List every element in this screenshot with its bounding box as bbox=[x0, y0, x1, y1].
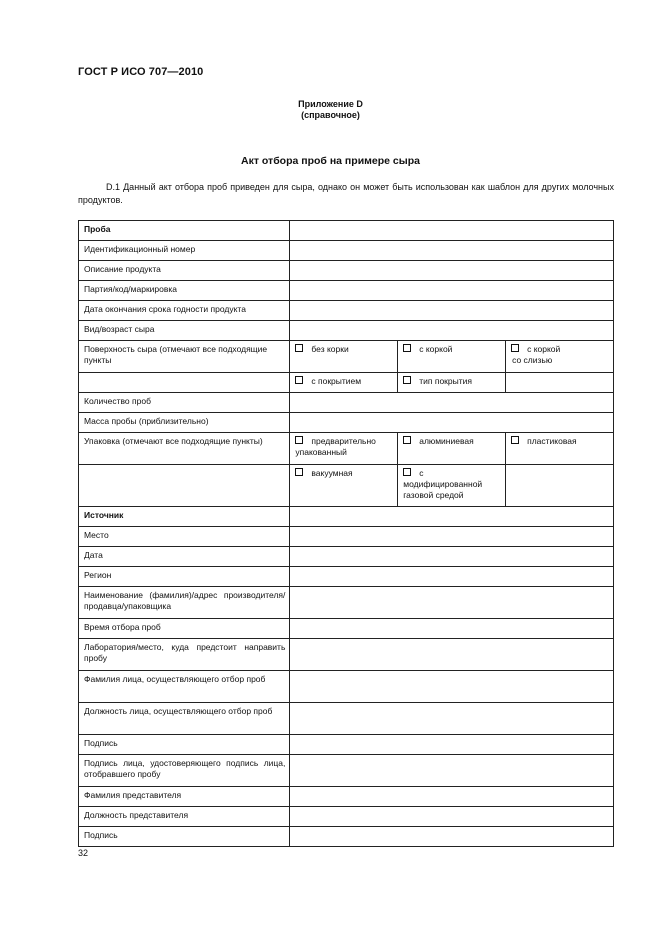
source-section-header: Источник bbox=[79, 507, 290, 527]
option-label: с покрытием bbox=[311, 376, 362, 386]
document-header: ГОСТ Р ИСО 707—2010 bbox=[78, 66, 204, 78]
packaging-label-continued bbox=[79, 465, 290, 507]
region-label: Регион bbox=[79, 567, 290, 587]
sample-mass-label: Масса пробы (приблизительно) bbox=[79, 413, 290, 433]
checkbox-icon[interactable] bbox=[295, 344, 303, 352]
table-row bbox=[79, 301, 614, 321]
cheese-type-label: Вид/возраст сыра bbox=[79, 321, 290, 341]
packaging-option-modified-atmosphere[interactable] bbox=[398, 465, 506, 507]
sampling-form-table bbox=[78, 220, 614, 847]
option-label: без корки bbox=[311, 344, 349, 354]
sample-count-label: Количество проб bbox=[79, 393, 290, 413]
packaging-empty-cell bbox=[506, 465, 614, 507]
table-row bbox=[79, 393, 614, 413]
table-row bbox=[79, 341, 614, 373]
sampler-position-label: Должность лица, осуществляющего отбор проб bbox=[79, 703, 290, 735]
checkbox-icon[interactable] bbox=[403, 468, 411, 476]
option-label: предварительно упакованный bbox=[295, 436, 376, 457]
product-description-field[interactable] bbox=[290, 261, 614, 281]
lab-label: Лаборатория/место, куда предстоит направить пробу bbox=[79, 639, 290, 671]
lab-field[interactable] bbox=[290, 639, 614, 671]
id-number-field[interactable] bbox=[290, 241, 614, 261]
source-section-value[interactable] bbox=[290, 507, 614, 527]
place-field[interactable] bbox=[290, 527, 614, 547]
option-label: с модифицированной газовой средой bbox=[403, 468, 483, 500]
sampling-time-field[interactable] bbox=[290, 619, 614, 639]
act-title: Акт отбора проб на примере сыра bbox=[241, 155, 420, 167]
sample-section-header: Проба bbox=[79, 221, 290, 241]
table-row bbox=[79, 671, 614, 703]
rep-name-label: Фамилия представителя bbox=[79, 787, 290, 807]
rep-signature-label: Подпись bbox=[79, 827, 290, 847]
table-row bbox=[79, 567, 614, 587]
surface-option-no-rind[interactable] bbox=[290, 341, 398, 373]
table-row bbox=[79, 755, 614, 787]
batch-field[interactable] bbox=[290, 281, 614, 301]
option-label: тип покрытия bbox=[419, 376, 472, 386]
table-row bbox=[79, 619, 614, 639]
batch-label: Партия/код/маркировка bbox=[79, 281, 290, 301]
sampler-name-field[interactable] bbox=[290, 671, 614, 703]
checkbox-icon[interactable] bbox=[403, 344, 411, 352]
rep-name-field[interactable] bbox=[290, 787, 614, 807]
sample-mass-field[interactable] bbox=[290, 413, 614, 433]
id-number-label: Идентификационный номер bbox=[79, 241, 290, 261]
table-row bbox=[79, 735, 614, 755]
table-row bbox=[79, 807, 614, 827]
sampler-name-label: Фамилия лица, осуществляющего отбор проб bbox=[79, 671, 290, 703]
checkbox-icon[interactable] bbox=[295, 376, 303, 384]
surface-label: Поверхность сыра (отмечают все подходящие пункты bbox=[79, 341, 290, 373]
table-row bbox=[79, 507, 614, 527]
expiry-date-label: Дата окончания срока годности продукта bbox=[79, 301, 290, 321]
table-row bbox=[79, 241, 614, 261]
surface-option-rind-slime[interactable] bbox=[506, 341, 614, 373]
sampler-position-field[interactable] bbox=[290, 703, 614, 735]
option-label: пластиковая bbox=[527, 436, 577, 446]
checkbox-icon[interactable] bbox=[511, 436, 519, 444]
table-row bbox=[79, 281, 614, 301]
checkbox-icon[interactable] bbox=[295, 436, 303, 444]
table-row bbox=[79, 547, 614, 567]
surface-option-coating-type[interactable] bbox=[398, 373, 506, 393]
table-row bbox=[79, 639, 614, 671]
product-description-label: Описание продукта bbox=[79, 261, 290, 281]
table-row bbox=[79, 587, 614, 619]
place-label: Место bbox=[79, 527, 290, 547]
table-row bbox=[79, 827, 614, 847]
expiry-date-field[interactable] bbox=[290, 301, 614, 321]
table-row bbox=[79, 373, 614, 393]
checkbox-icon[interactable] bbox=[295, 468, 303, 476]
rep-position-field[interactable] bbox=[290, 807, 614, 827]
table-row bbox=[79, 261, 614, 281]
rep-position-label: Должность представителя bbox=[79, 807, 290, 827]
checkbox-icon[interactable] bbox=[511, 344, 519, 352]
table-row bbox=[79, 433, 614, 465]
producer-field[interactable] bbox=[290, 587, 614, 619]
signature-label: Подпись bbox=[79, 735, 290, 755]
checkbox-icon[interactable] bbox=[403, 436, 411, 444]
option-label: с коркой bbox=[527, 344, 561, 354]
annex-subtitle: (справочное) bbox=[301, 110, 360, 120]
option-label: со слизью bbox=[512, 355, 553, 365]
surface-option-rind[interactable] bbox=[398, 341, 506, 373]
region-field[interactable] bbox=[290, 567, 614, 587]
page-number: 32 bbox=[78, 848, 89, 858]
table-row bbox=[79, 465, 614, 507]
surface-empty-cell bbox=[506, 373, 614, 393]
packaging-option-prepacked[interactable] bbox=[290, 433, 398, 465]
table-row bbox=[79, 221, 614, 241]
packaging-option-plastic[interactable] bbox=[506, 433, 614, 465]
table-row bbox=[79, 527, 614, 547]
table-row bbox=[79, 413, 614, 433]
surface-option-coated[interactable] bbox=[290, 373, 398, 393]
annex-title: Приложение D bbox=[298, 99, 363, 109]
packaging-option-vacuum[interactable] bbox=[290, 465, 398, 507]
table-row bbox=[79, 703, 614, 735]
rep-signature-field[interactable] bbox=[290, 827, 614, 847]
table-row bbox=[79, 787, 614, 807]
date-label: Дата bbox=[79, 547, 290, 567]
producer-label: Наименование (фамилия)/адрес производителя/продавца/упаковщика bbox=[79, 587, 290, 619]
cheese-type-field[interactable] bbox=[290, 321, 614, 341]
witness-signature-field[interactable] bbox=[290, 755, 614, 787]
packaging-option-aluminium[interactable] bbox=[398, 433, 506, 465]
option-label: алюминиевая bbox=[419, 436, 474, 446]
checkbox-icon[interactable] bbox=[403, 376, 411, 384]
date-field[interactable] bbox=[290, 547, 614, 567]
intro-paragraph: D.1 Данный акт отбора проб приведен для сыра, однако он может быть использован как шаблон для других молочных продуктов. bbox=[78, 182, 614, 205]
surface-label-continued bbox=[79, 373, 290, 393]
option-label: вакуумная bbox=[311, 468, 353, 478]
sample-count-field[interactable] bbox=[290, 393, 614, 413]
signature-field[interactable] bbox=[290, 735, 614, 755]
sampling-time-label: Время отбора проб bbox=[79, 619, 290, 639]
witness-signature-label: Подпись лица, удостоверяющего подпись лица, отобравшего пробу bbox=[79, 755, 290, 787]
packaging-label: Упаковка (отмечают все подходящие пункты) bbox=[79, 433, 290, 465]
table-row bbox=[79, 321, 614, 341]
sample-section-value[interactable] bbox=[290, 221, 614, 241]
option-label: с коркой bbox=[419, 344, 453, 354]
